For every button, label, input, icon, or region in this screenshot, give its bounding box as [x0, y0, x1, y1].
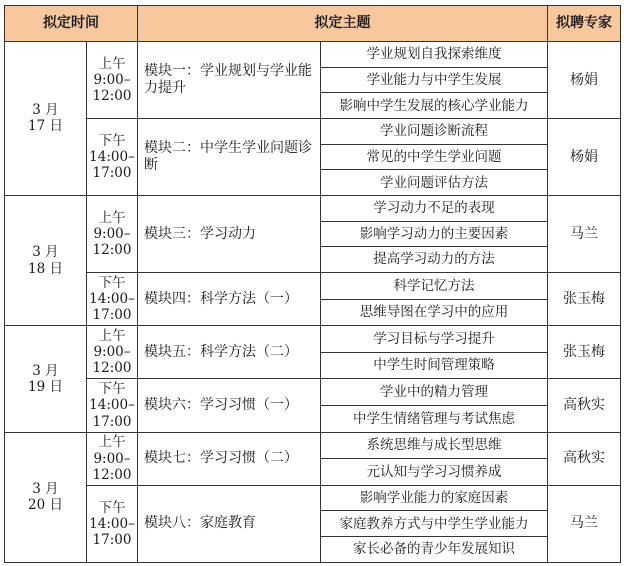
date-cell: 3 月 19 日: [5, 326, 87, 432]
session-time-cell: 下午 14:00– 17:00: [87, 272, 138, 325]
session-time-cell: 上午 9:00– 12:00: [87, 432, 138, 485]
topic-cell: 常见的中学生学业问题: [321, 144, 548, 170]
topic-cell: 学业中的精力管理: [321, 379, 548, 406]
date-cell: 3 月 20 日: [5, 432, 87, 562]
module-title-cell: 模块五：科学方法（二）: [138, 326, 321, 379]
session-time-cell: 上午 9:00– 12:00: [87, 195, 138, 272]
header-row: [5, 6, 621, 42]
module-title-cell: 模块四：科学方法（一）: [138, 272, 321, 325]
table-row: [5, 485, 621, 511]
table-row: [5, 326, 621, 353]
module-title-cell: 模块二：中学生学业问题诊断: [138, 118, 321, 195]
topic-cell: 提高学习动力的方法: [321, 247, 548, 273]
date-cell: 3 月 17 日: [5, 42, 87, 196]
topic-cell: 思维导图在学习中的应用: [321, 299, 548, 326]
topic-cell: 元认知与学习习惯养成: [321, 459, 548, 486]
topic-cell: 学习目标与学习提升: [321, 326, 548, 353]
topic-cell: 学业规划自我探索维度: [321, 42, 548, 68]
table-row: [5, 432, 621, 459]
training-schedule-table: [4, 5, 621, 563]
session-time-cell: 上午 9:00– 12:00: [87, 42, 138, 119]
header-expert: 拟聘专家: [548, 6, 621, 42]
expert-name-cell: 杨娟: [548, 118, 621, 195]
topic-cell: 家庭教养方式与中学生学业能力: [321, 511, 548, 537]
table-row: [5, 118, 621, 144]
header-time: 拟定时间: [5, 6, 138, 42]
topic-cell: 中学生情绪管理与考试焦虑: [321, 405, 548, 432]
topic-cell: 影响学业能力的家庭因素: [321, 485, 548, 511]
topic-cell: 中学生时间管理策略: [321, 352, 548, 379]
module-title-cell: 模块三：学习动力: [138, 195, 321, 272]
expert-name-cell: 高秋实: [548, 379, 621, 432]
header-topic: 拟定主题: [138, 6, 548, 42]
topic-cell: 学业问题诊断流程: [321, 118, 548, 144]
topic-cell: 学业能力与中学生发展: [321, 67, 548, 93]
topic-cell: 影响学习动力的主要因素: [321, 221, 548, 247]
expert-name-cell: 张玉梅: [548, 326, 621, 379]
topic-cell: 影响中学生发展的核心学业能力: [321, 93, 548, 119]
table-row: [5, 379, 621, 406]
module-title-cell: 模块六：学习习惯（一）: [138, 379, 321, 432]
schedule-body: [5, 42, 621, 563]
expert-name-cell: 马兰: [548, 195, 621, 272]
topic-cell: 家长必备的青少年发展知识: [321, 537, 548, 563]
topic-cell: 系统思维与成长型思维: [321, 432, 548, 459]
expert-name-cell: 马兰: [548, 485, 621, 562]
session-time-cell: 下午 14:00– 17:00: [87, 485, 138, 562]
topic-cell: 科学记忆方法: [321, 272, 548, 299]
session-time-cell: 下午 14:00– 17:00: [87, 118, 138, 195]
table-row: [5, 42, 621, 68]
table-row: [5, 272, 621, 299]
expert-name-cell: 张玉梅: [548, 272, 621, 325]
module-title-cell: 模块八：家庭教育: [138, 485, 321, 562]
topic-cell: 学习动力不足的表现: [321, 195, 548, 221]
table-row: [5, 195, 621, 221]
module-title-cell: 模块一：学业规划与学业能力提升: [138, 42, 321, 119]
topic-cell: 学业问题评估方法: [321, 170, 548, 196]
module-title-cell: 模块七：学习习惯（二）: [138, 432, 321, 485]
expert-name-cell: 杨娟: [548, 42, 621, 119]
session-time-cell: 上午 9:00– 12:00: [87, 326, 138, 379]
date-cell: 3 月 18 日: [5, 195, 87, 325]
session-time-cell: 下午 14:00– 17:00: [87, 379, 138, 432]
expert-name-cell: 高秋实: [548, 432, 621, 485]
